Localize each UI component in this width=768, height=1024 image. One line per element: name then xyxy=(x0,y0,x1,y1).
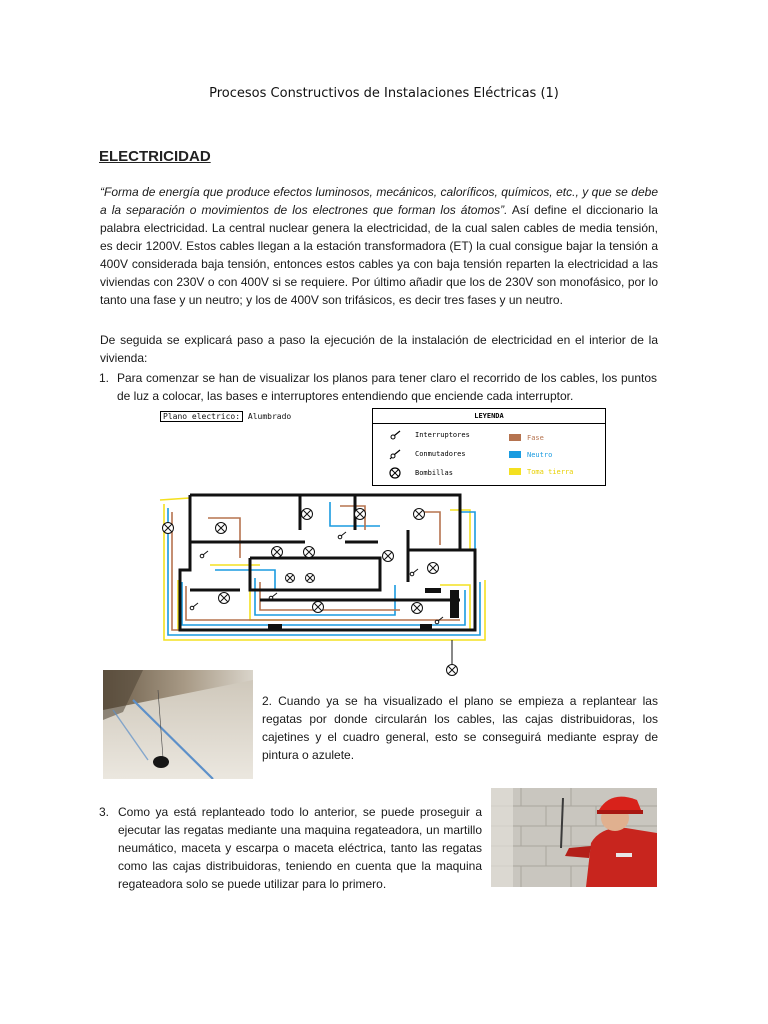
intro-quote: “Forma de energía que produce efectos luminosos, mecánicos, caloríficos, químicos, etc., y que se debe a la separación o movimientos de los electrones que forman los átomos”. xyxy=(100,185,658,217)
legend-title: LEYENDA xyxy=(373,409,605,424)
legend-symbol-row xyxy=(373,467,503,479)
switch-icon xyxy=(190,603,198,610)
step-number: 3. xyxy=(99,805,110,819)
legend-cable-label: Fase xyxy=(527,434,544,442)
step-text xyxy=(262,692,658,764)
intro-paragraph xyxy=(100,183,658,309)
legend-symbol-label: Bombillas xyxy=(415,469,453,477)
document-title: Procesos Constructivos de Instalaciones Eléctricas (1) xyxy=(209,86,559,101)
switch-icon xyxy=(389,429,403,441)
section-heading: ELECTRICIDAD xyxy=(99,148,211,165)
plan-label-key: Plano electrico: xyxy=(160,411,243,422)
bulb-icon xyxy=(219,593,230,604)
bulb-icon xyxy=(313,602,324,613)
step-2 xyxy=(262,692,658,762)
bulb-icon xyxy=(304,547,315,558)
bulb-icon xyxy=(272,547,283,558)
step-body: Cuando ya se ha visualizado el plano se empieza a replantear las regatas por donde circularán los cables, las cajas distribuidoras, los cajetines y el cuadro general, esto se conseguirá mediante espray de pintura o azulete. xyxy=(262,694,658,762)
legend-cable-row xyxy=(509,449,599,461)
bulb-icon xyxy=(389,467,403,479)
step-number: 2. xyxy=(262,694,273,708)
bulb-icon xyxy=(428,563,439,574)
plan-label-value: Alumbrado xyxy=(247,412,292,421)
bulb-icon xyxy=(216,523,227,534)
bulb-icon xyxy=(306,574,315,583)
step-text: Para comenzar se han de visualizar los planos para tener claro el recorrido de los cables, los puntos de luz a colocar, las bases e interruptores entendiendo que enciende cada interruptor. xyxy=(117,371,657,403)
switch-icon xyxy=(338,532,346,539)
legend-symbol-label: Conmutadores xyxy=(415,450,466,458)
lead-paragraph: De seguida se explicará paso a paso la ejecución de la instalación de electricidad en el interior de la vivienda: xyxy=(100,333,658,365)
legend-swatch-fase xyxy=(509,434,521,441)
legend-cable-label: Neutro xyxy=(527,451,553,459)
switch-icon xyxy=(200,551,208,558)
bulb-icon xyxy=(383,551,394,562)
legend-symbol-row xyxy=(373,429,503,441)
electrical-floor-plan xyxy=(150,490,500,680)
legend-cable-row xyxy=(509,466,599,478)
legend-symbol-row xyxy=(373,448,503,460)
bulb-icon xyxy=(302,509,313,520)
step-1 xyxy=(99,369,659,409)
plan-legend xyxy=(372,408,606,486)
worker-cutting-wall-photo xyxy=(491,788,657,887)
bulbs xyxy=(163,509,458,676)
bulb-icon xyxy=(414,509,425,520)
step-3 xyxy=(99,803,484,898)
door-markers xyxy=(268,588,459,629)
floor-marking-photo xyxy=(103,670,253,779)
step-text: Como ya está replanteado todo lo anterior, se puede proseguir a ejecutar las regatas mediante una maquina regateadora, un martillo neumático, maceta y escarpa o maceta eléctrica, tanto las regatas como las cajas distribuidoras, teniendo en cuenta que la maquina regateadora solo se puede utilizar para lo primero. xyxy=(118,805,482,891)
bulb-icon xyxy=(286,574,295,583)
intro-text: Así define el diccionario la palabra electricidad. La central nuclear genera la electricidad, de la cual salen cables de media tensión, es decir 1200V. Estos cables llegan a la estación transformadora (ET) la cual consigue bajar la tensión a 400V considerada baja tensión, entonces estos cables ya con baja tensión reparten la electricidad a las viviendas con 230V o con 400V si se requiere. Por último añadir que los de 230V son monofásico, por lo tanto una fase y un neutro; y los de 400V son trifásicos, es decir tres fases y un neutro. xyxy=(100,203,658,307)
legend-cable-label: Toma tierra xyxy=(527,468,574,476)
bulb-icon xyxy=(447,665,458,676)
legend-cable-row xyxy=(509,432,599,444)
commutator-icon xyxy=(389,448,403,460)
switch-icon xyxy=(410,569,418,576)
legend-swatch-tierra xyxy=(509,468,521,475)
legend-swatch-neutro xyxy=(509,451,521,458)
legend-symbol-label: Interruptores xyxy=(415,431,470,439)
step-number: 1. xyxy=(99,371,110,385)
bulb-icon xyxy=(412,603,423,614)
bulb-icon xyxy=(163,523,174,534)
plan-label xyxy=(160,410,292,424)
bulb-icon xyxy=(355,509,366,520)
